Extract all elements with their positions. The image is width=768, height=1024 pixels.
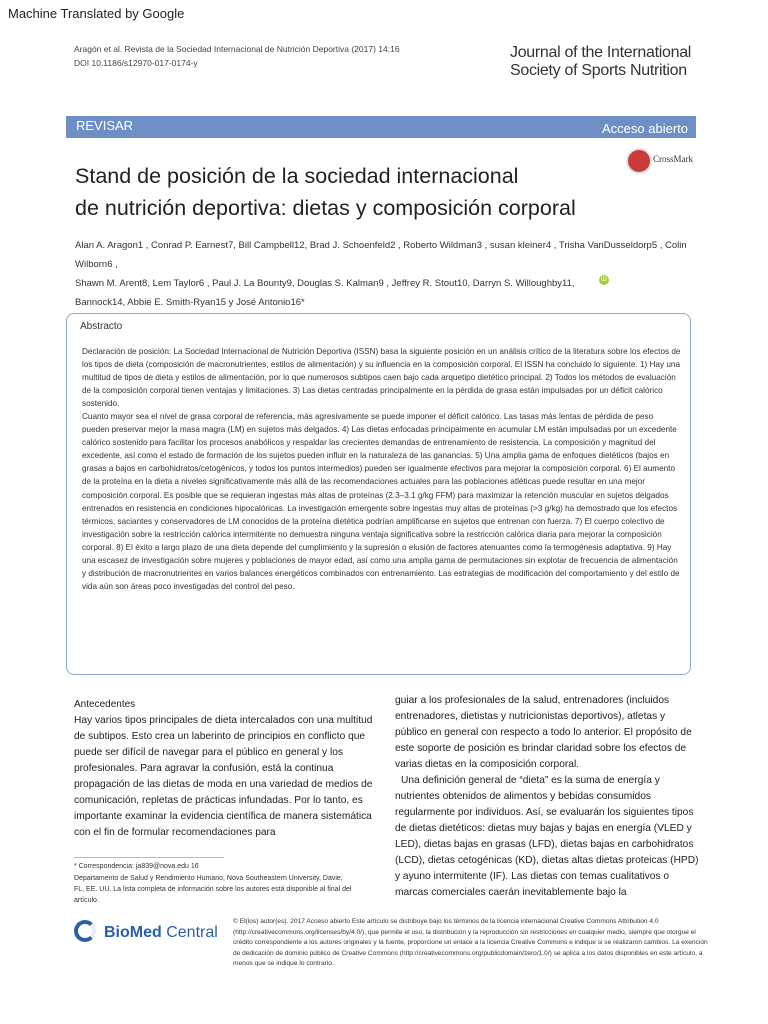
section-heading: Antecedentes: [74, 699, 136, 710]
article-type-label: REVISAR: [76, 118, 134, 133]
publisher-name-bold: BioMed: [104, 924, 162, 941]
title-line1: Stand de posición de la sociedad internacional: [75, 164, 519, 188]
author-line: Bannock14, Abbie E. Smith-Ryan15 y José Antonio16*: [75, 297, 305, 308]
author-list: [75, 236, 695, 312]
license-text: © El(los) autor(es). 2017 Acceso abierto Este artículo se distribuye bajo los términos de la licencia internacional Creative Commons Attribution 4.0 (http://creativecommons.org/licenses/by/4.0/), que permite el uso, la distribución y la reproducción sin restricciones en cualquier medio, siempre que otorgue el crédito correspondiente a los autores originales y la fuente, proporcione un enlace a la licencia Creative Commons e indique si se realizaron cambios. La exención de dedicación de dominio público de Creative Commons (http://creativecommons.org/publicdomain/zero/1.0/) se aplica a los datos disponibles en este artículo, a menos que se indique lo contrario.: [233, 918, 708, 968]
footnote-divider: [74, 857, 224, 858]
doi-line: DOI 10.1186/s12970-017-0174-y: [74, 58, 198, 68]
author-line: Alan A. Aragon1 , Conrad P. Earnest7, Bill Campbell12, Brad J. Schoenfeld2 , Roberto Wildman3 , susan kleiner4 , Trisha VanDusseldorp5 , Colin Wilborn6 ,: [75, 240, 687, 270]
publisher-logo: [74, 918, 234, 952]
orcid-icon[interactable]: iD: [599, 275, 609, 285]
abstract-body: [82, 345, 682, 593]
open-access-label: Acceso abierto: [602, 121, 688, 136]
citation-line: Aragón et al. Revista de la Sociedad Internacional de Nutrición Deportiva (2017) 14:16: [74, 44, 400, 54]
body-paragraph: Hay varios tipos principales de dieta intercalados con una multitud de subtipos. Esto crea un laberinto de principios en conflicto que puede ser difícil de navegar para el público en general y los profesionales. Para agravar la confusión, está la continua propagación de las dietas de moda en una variedad de medios de comunicación, repletas de prácticas infundadas. Por lo tanto, es importante examinar la evidencia científica de manera sistemática con el fin de formular recomendaciones para: [74, 715, 373, 838]
publisher-name: [104, 924, 218, 942]
journal-name-line2: Society of Sports Nutrition: [510, 62, 687, 79]
crossmark-badge[interactable]: [626, 148, 696, 178]
author-line: Shawn M. Arent8, Lem Taylor6 , Paul J. La Bounty9, Douglas S. Kalman9 , Jeffrey R. Stout10, Darryn S. Willoughby11,: [75, 278, 575, 289]
abstract-paragraph: Declaración de posición: La Sociedad Internacional de Nutrición Deportiva (ISSN) basa la siguiente posición en un análisis crítico de la literatura sobre los efectos de los tipos de dieta (composición de macronutrientes, estilos de alimentación) y su influencia en la composición corporal. El ISSN ha concluido lo siguiente. 1) Hay una multitud de tipos de dieta y estilos de alimentación, por lo que numerosos subtipos caen bajo cada arquetipo dietético principal. 2) Todos los métodos de evaluación de la composición corporal tienen ventajas y limitaciones. 3) Las dietas centradas principalmente en la pérdida de grasa están impulsadas por un déficit calórico sostenido.: [82, 347, 681, 409]
body-paragraph: guiar a los profesionales de la salud, entrenadores (incluidos entrenadores, dietistas y nutricionistas deportivos), atletas y público en general con respecto a todo lo anterior. El propósito de este soporte de posición es brindar claridad sobre los efectos de varias dietas en la composición corporal.: [395, 695, 692, 770]
publisher-name-regular: Central: [161, 924, 218, 941]
translation-label: Machine Translated by Google: [8, 6, 185, 21]
journal-name-line1: Journal of the International: [510, 44, 692, 61]
body-paragraph: Una definición general de “dieta” es la suma de energía y nutrientes obtenidos de alimentos y bebidas consumidos regularmente por individuos. Así, se evaluarán los siguientes tipos de dietas dietéticos: dietas muy bajas y bajas en energía (VLED y LED), dietas bajas en grasas (LFD), dietas bajas en carbohidratos (LCD), dietas cetogénicas (KD), dietas altas dietas proteicas (HPD) y ayuno intermitente (IF). Las dietas con temas cualitativos o marcas comerciales caerán inevitablemente bajo la: [395, 775, 699, 898]
affiliation-text: Departamento de Salud y Rendimiento Humano, Nova Southeastern University, Davie, FL, EE. UU. La lista completa de información sobre los autores está disponible al final del artículo.: [74, 875, 352, 904]
biomed-logo-icon: [74, 920, 96, 942]
correspondence-line: * Correspondencia: ja839@nova.edu 16: [74, 863, 199, 870]
abstract-heading: Abstracto: [80, 321, 123, 332]
article-type-banner: [66, 116, 696, 138]
abstract-paragraph: Cuanto mayor sea el nivel de grasa corporal de referencia, más agresivamente se puede imponer el déficit calórico. Las tasas más lentas de pérdida de peso pueden preservar mejor la masa magra (LM) en sujetos más delgados. 4) Las dietas enfocadas principalmente en acumular LM están impulsadas por un excedente calórico sostenido para facilitar los procesos anabólicos y respaldar las crecientes demandas de entrenamiento de resistencia. La composición y magnitud del excedente, así como el estado de formación de los sujetos pueden influir en la naturaleza de las ganancias. 5) Una amplia gama de enfoques dietéticos (bajos en grasas a bajos en carbohidratos/cetogénicos, y todos los puntos intermedios) pueden ser igualmente efectivos para mejorar la composición corporal. 6) El aumento de la proteína en la dieta a niveles significativamente más allá de las recomendaciones actuales para las poblaciones atléticas puede resultar en una mejor composición corporal. Es posible que se requieran ingestas más altas de proteínas (2.3–3.1 g/kg FFM) para maximizar la retención muscular en sujetos delgados entrenados en resistencia en condiciones hipocalóricas. La investigación emergente sobre ingestas muy altas de proteínas (>3 g/kg) ha demostrado que los efectos térmicos, saciantes y conservadores de LM conocidos de la proteína dietética podrían amplificarse en sujetos que entrenan con fuerza. 7) El cuerpo colectivo de investigación sobre la restricción calórica intermitente no demuestra ninguna ventaja significativa sobre la restricción calórica diaria para mejorar la composición corporal. 8) El éxito a largo plazo de una dieta depende del cumplimiento y la supresión o elusión de factores atenuantes como la termogénesis adaptativa. 9) Hay una escasez de investigación sobre mujeres y poblaciones de mayor edad, así como una amplia gama de permutaciones sin explotar de frecuencia de alimentación y distribución de macronutrientes en varios balances energéticos combinados con entrenamiento. Las estrategias de modificación del comportamiento y del estilo de vida aún son áreas poco investigadas del control del peso.: [82, 412, 680, 591]
title-line2: de nutrición deportiva: dietas y composición corporal: [75, 196, 576, 220]
right-column: [395, 693, 700, 901]
journal-name: [510, 44, 691, 80]
footnote: [74, 861, 354, 907]
crossmark-label: CrossMark: [653, 154, 693, 164]
article-title: [75, 160, 635, 224]
left-column: [74, 697, 374, 841]
article-citation: [74, 42, 400, 70]
